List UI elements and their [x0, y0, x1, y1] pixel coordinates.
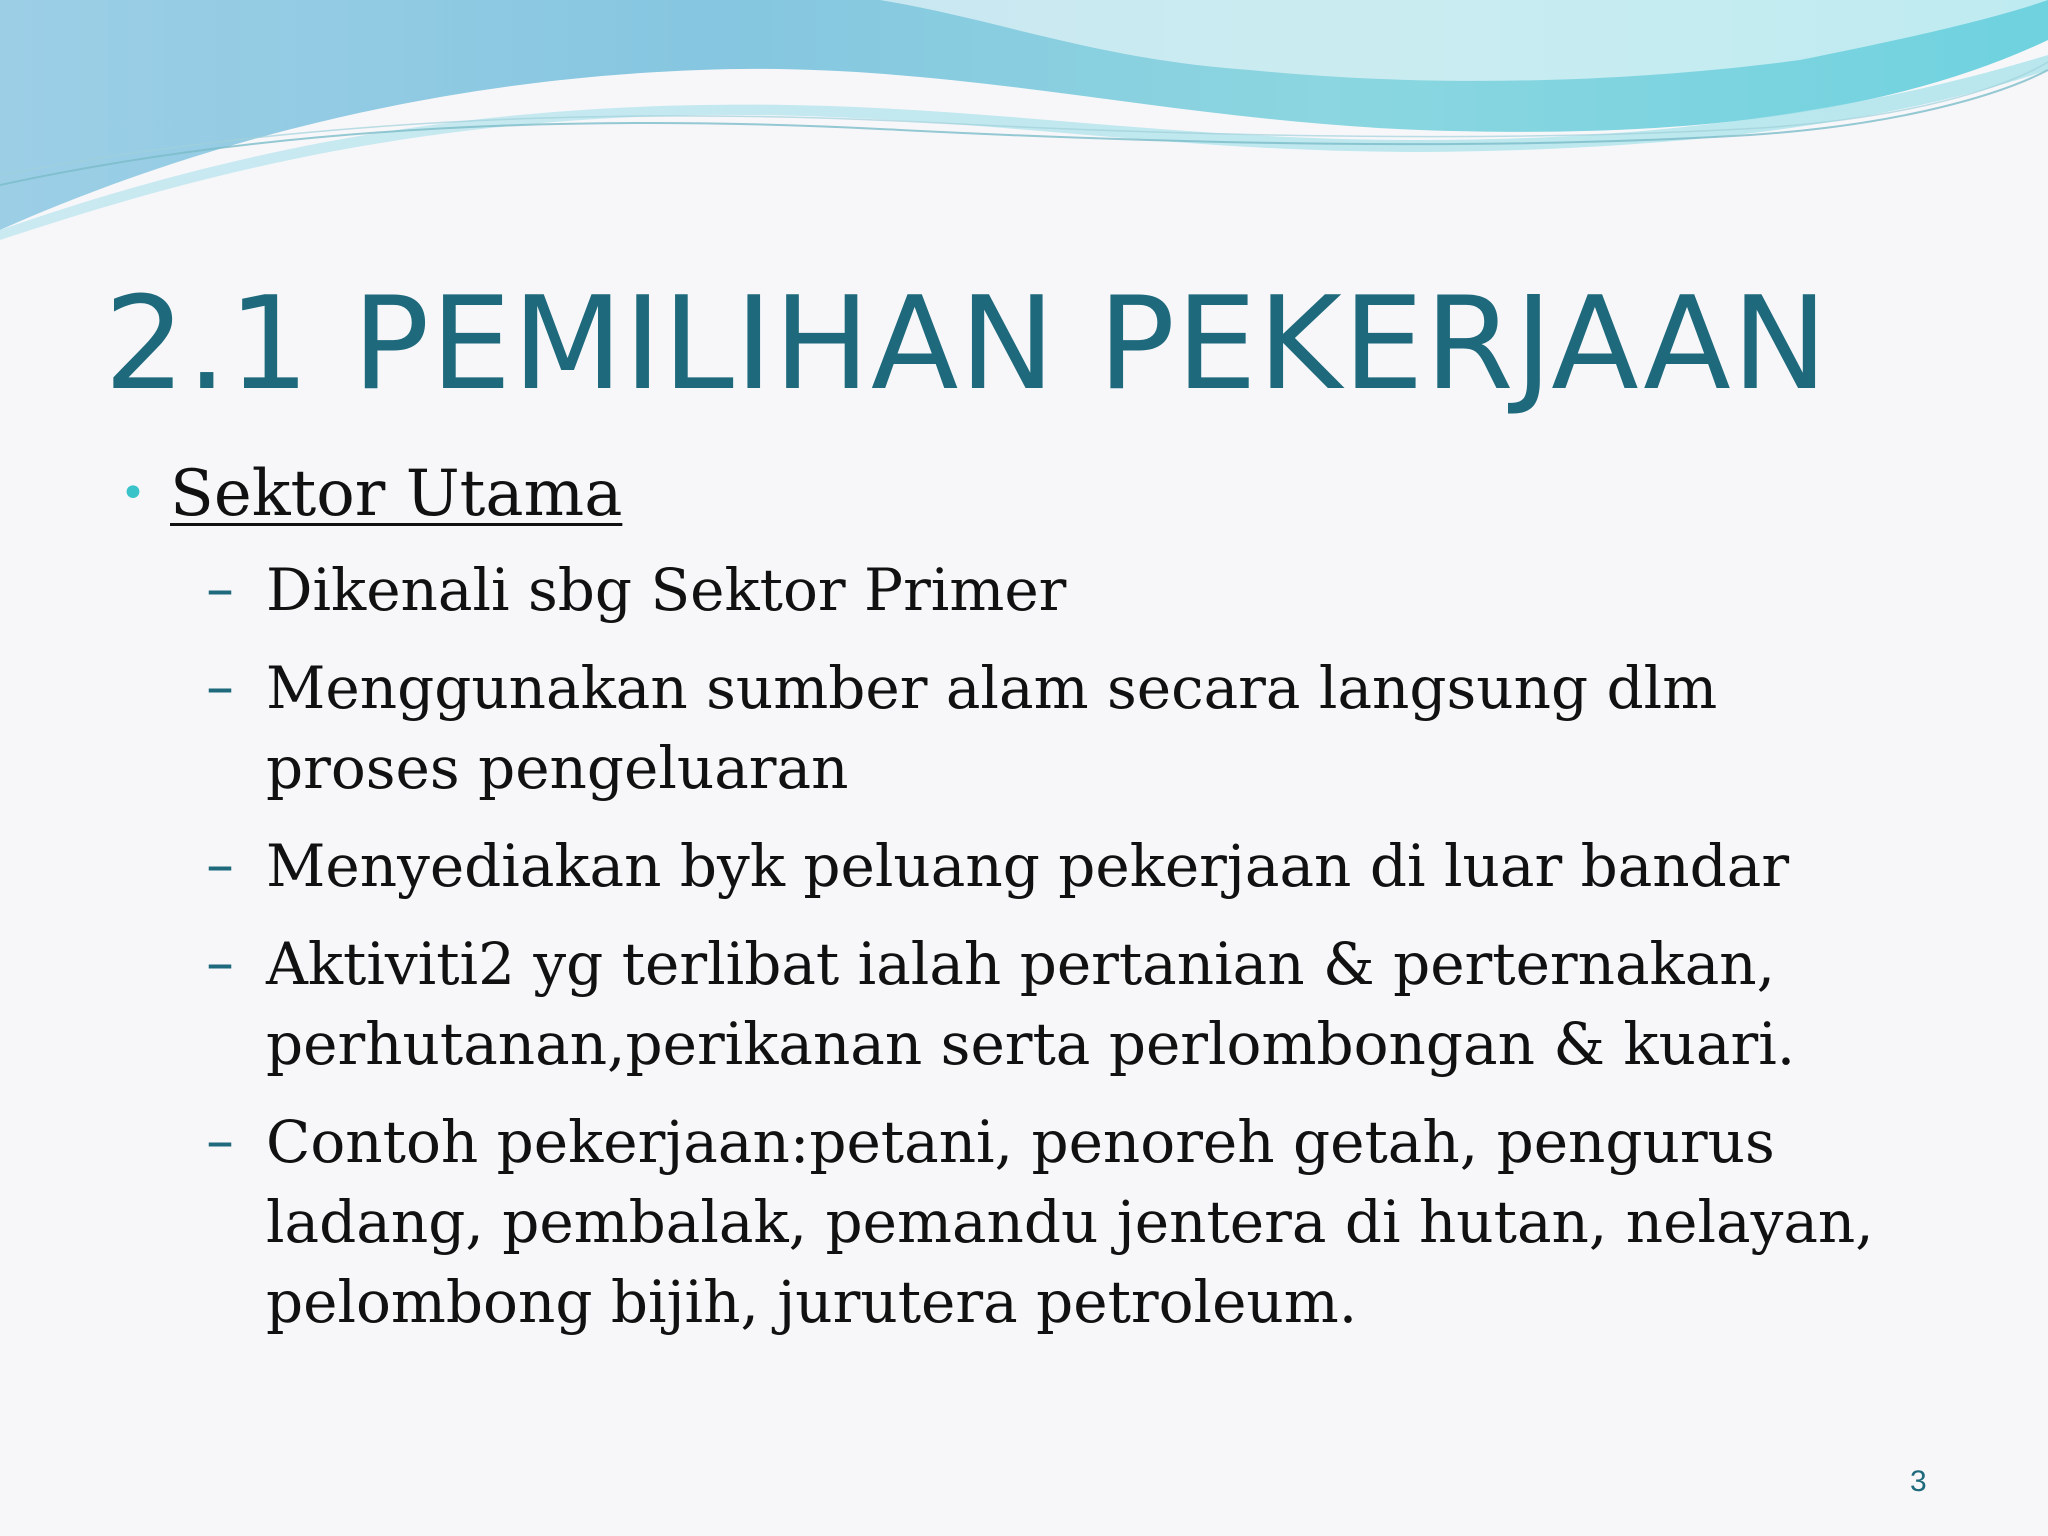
sub-bullet-item	[206, 648, 1920, 808]
sub-bullet-text: Contoh pekerjaan:petani, penoreh getah, pengurus ladang, pembalak, pemandu jentera di hutan, nelayan, pelombong bijih, jurutera petroleum.	[266, 1108, 1874, 1336]
main-bullet-item	[120, 446, 1920, 542]
sub-bullet-text: Dikenali sbg Sektor Primer	[266, 556, 1067, 624]
sub-bullet-item	[206, 550, 1920, 630]
sub-bullet-list	[120, 550, 1920, 1342]
slide-title: 2.1 PEMILIHAN PEKERJAAN	[104, 270, 1829, 419]
sub-bullet-text: Aktiviti2 yg terlibat ialah pertanian & perternakan, perhutanan,perikanan serta perlombongan & kuari.	[266, 930, 1796, 1078]
sub-bullet-text: Menyediakan byk peluang pekerjaan di luar bandar	[266, 832, 1790, 900]
sub-bullet-item	[206, 924, 1920, 1084]
slide-page-number: 3	[1910, 1465, 1927, 1498]
dash-bullet-icon: –	[206, 931, 234, 996]
sub-bullet-item	[206, 826, 1920, 906]
sub-bullet-text: Menggunakan sumber alam secara langsung dlm proses pengeluaran	[266, 654, 1718, 802]
dash-bullet-icon: –	[206, 833, 234, 898]
dash-bullet-icon: –	[206, 655, 234, 720]
header-wave-decoration	[0, 0, 2048, 240]
sub-bullet-item	[206, 1102, 1920, 1342]
main-bullet-text: Sektor Utama	[170, 457, 623, 531]
slide-content	[120, 446, 1920, 1360]
bullet-dot-icon: •	[120, 468, 146, 519]
dash-bullet-icon: –	[206, 1109, 234, 1174]
dash-bullet-icon: –	[206, 557, 234, 622]
